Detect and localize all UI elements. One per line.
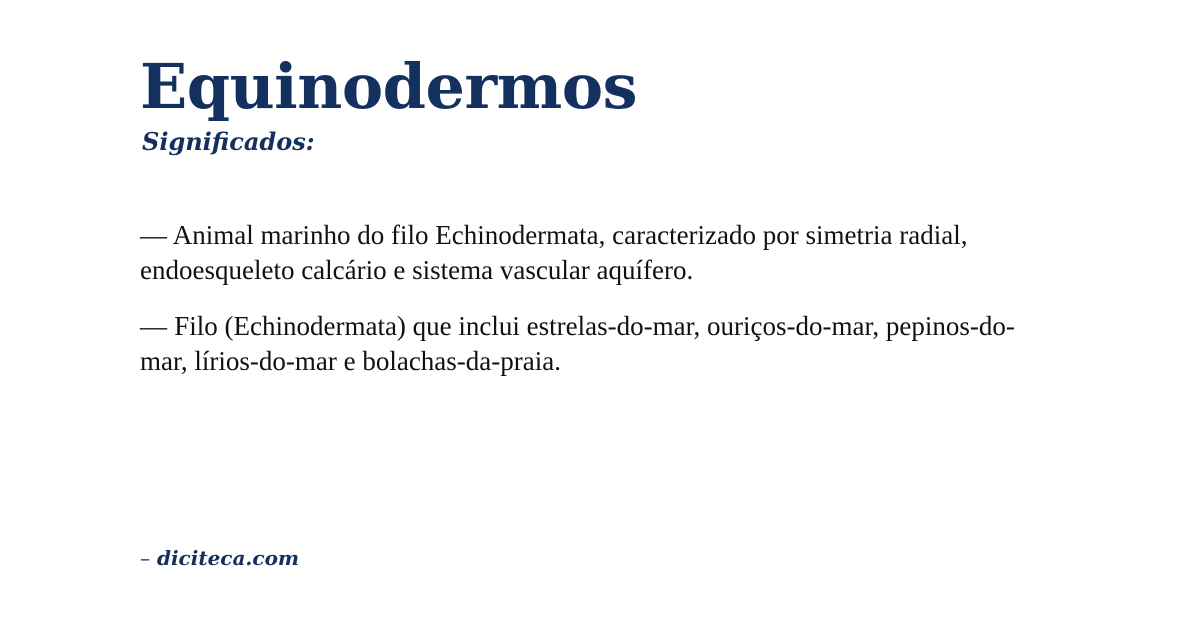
- em-dash-marker: —: [140, 311, 168, 342]
- definition-text: Filo (Echinodermata) que inclui estrelas-do-mar, ouriços-do-mar, pepinos-do-mar, lírios-do-mar e bolachas-da-praia.: [140, 311, 1015, 376]
- source-attribution: [140, 546, 299, 570]
- dash-marker: –: [140, 546, 150, 570]
- page-title: Equinodermos: [140, 50, 637, 123]
- definition-item: [140, 218, 1060, 287]
- definition-list: [140, 218, 1060, 378]
- source-name: diciteca.com: [156, 546, 300, 570]
- definition-text: Animal marinho do filo Echinodermata, caracterizado por simetria radial, endoesqueleto calcário e sistema vascular aquífero.: [140, 220, 968, 285]
- section-label-meanings: Significados:: [142, 127, 315, 157]
- definition-item: [140, 309, 1060, 378]
- em-dash-marker: —: [140, 220, 168, 251]
